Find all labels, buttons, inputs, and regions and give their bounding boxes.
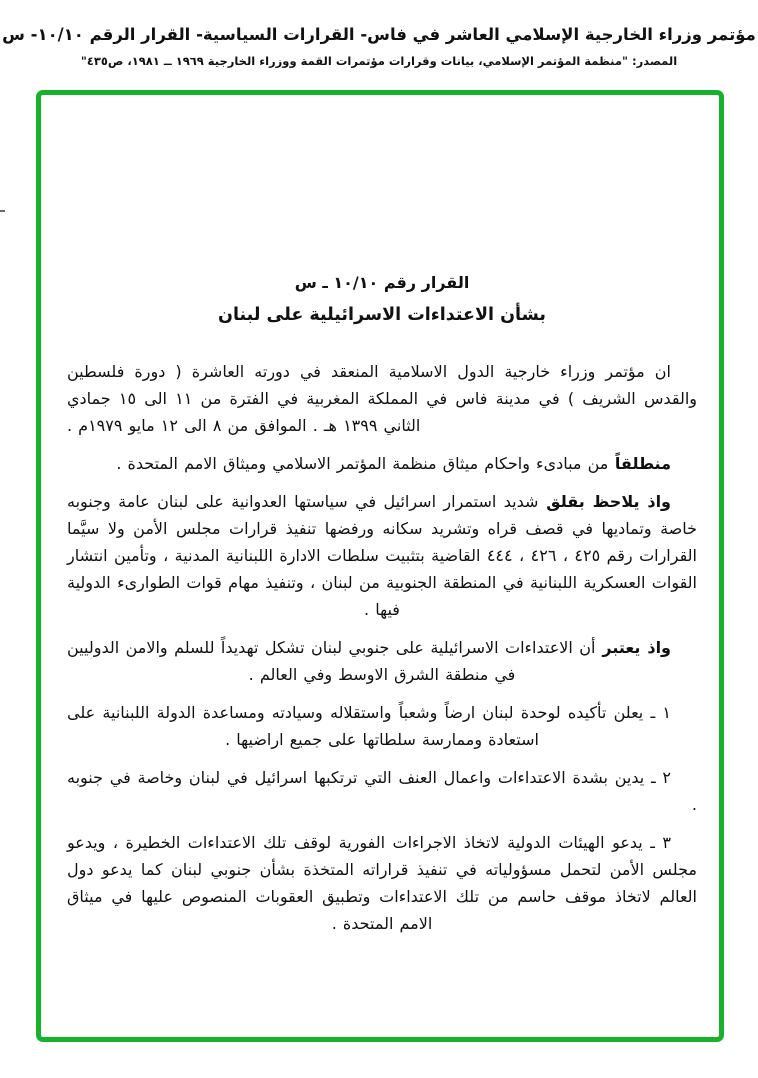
resolution-box bbox=[36, 90, 724, 1042]
header-source-citation: المصدر: "منظمة المؤتمر الإسلامي، بيانات وقرارات مؤتمرات القمة ووزراء الخارجية ١٩٦٩ ــ ١٩٨١، ص٤٣٥" bbox=[80, 54, 678, 68]
scan-artifact-mark bbox=[0, 210, 5, 212]
resolution-subject: بشأن الاعتداءات الاسرائيلية على لبنان bbox=[218, 305, 546, 325]
resolution-paragraph: ٣ ـ يدعو الهيئات الدولية لاتخاذ الاجراءات الفورية لوقف تلك الاعتداءات الخطيرة ، ويدعو مجلس الأمن لتحمل مسؤولياته في تنفيذ قراراته المتخذة بشأن جنوبي لبنان كما يدعو دول العالم لاتخاذ موقف حاسم من تلك الاعتداءات وتطبيق العقوبات المنصوص عليها في ميثاق الامم المتحدة . bbox=[67, 833, 697, 933]
paragraph-lead: واذ يعتبر bbox=[595, 638, 671, 657]
paragraph-lead: واذ يلاحظ بقلق bbox=[538, 492, 671, 511]
resolution-paragraph: ٢ ـ يدين بشدة الاعتداءات واعمال العنف التي ترتكبها اسرائيل في لبنان وخاصة في جنوبه . bbox=[67, 768, 697, 814]
resolution-paragraph: منطلقاً من مبادىء واحكام ميثاق منظمة المؤتمر الاسلامي وميثاق الامم المتحدة . bbox=[116, 454, 671, 473]
resolution-number: القرار رقم ١٠/١٠ ـ س bbox=[294, 273, 470, 292]
paragraph-lead: منطلقاً bbox=[608, 454, 671, 473]
resolution-paragraph: واذ يلاحظ بقلق شديد استمرار اسرائيل في سياستها العدوانية على لبنان عامة وجنوبه خاصة وتماديها في قصف قراه وتشريد سكانه ورفضها تنفيذ قرارات مجلس الأمن ولا سيَّما القرارات رقم ٤٢٥ ، ٤٢٦ ، ٤٤٤ القاضية بتثبيت سلطات الادارة اللبنانية المدنية ، وتأمين انتشار القوات العسكرية اللبنانية في المنطقة الجنوبية من لبنان ، وتنفيذ مهام قوات الطوارىء الدولية فيها . bbox=[67, 492, 697, 619]
header-title: مؤتمر وزراء الخارجية الإسلامي العاشر في فاس- القرارات السياسية- القرار الرقم ١٠/١٠- س bbox=[2, 25, 756, 44]
resolution-paragraph: واذ يعتبر أن الاعتداءات الاسرائيلية على جنوبي لبنان تشكل تهديداً للسلم والامن الدوليين في منطقة الشرق الاوسط وفي العالم . bbox=[67, 638, 671, 684]
resolution-paragraph: ١ ـ يعلن تأكيده لوحدة لبنان ارضاً وشعباً واستقلاله وسيادته ومساعدة الدولة اللبنانية على استعادة وممارسة سلطاتها على جميع اراضيها . bbox=[67, 703, 671, 749]
document-header bbox=[0, 24, 758, 68]
resolution-paragraph: ان مؤتمر وزراء خارجية الدول الاسلامية المنعقد في دورته العاشرة ( دورة فلسطين والقدس الشريف ) في مدينة فاس في المملكة المغربية في الفترة من ١١ الى ١٥ جمادي الثاني ١٣٩٩ هـ . الموافق من ٨ الى ١٢ مايو ١٩٧٩م . bbox=[67, 362, 698, 435]
resolution-body bbox=[67, 358, 697, 937]
